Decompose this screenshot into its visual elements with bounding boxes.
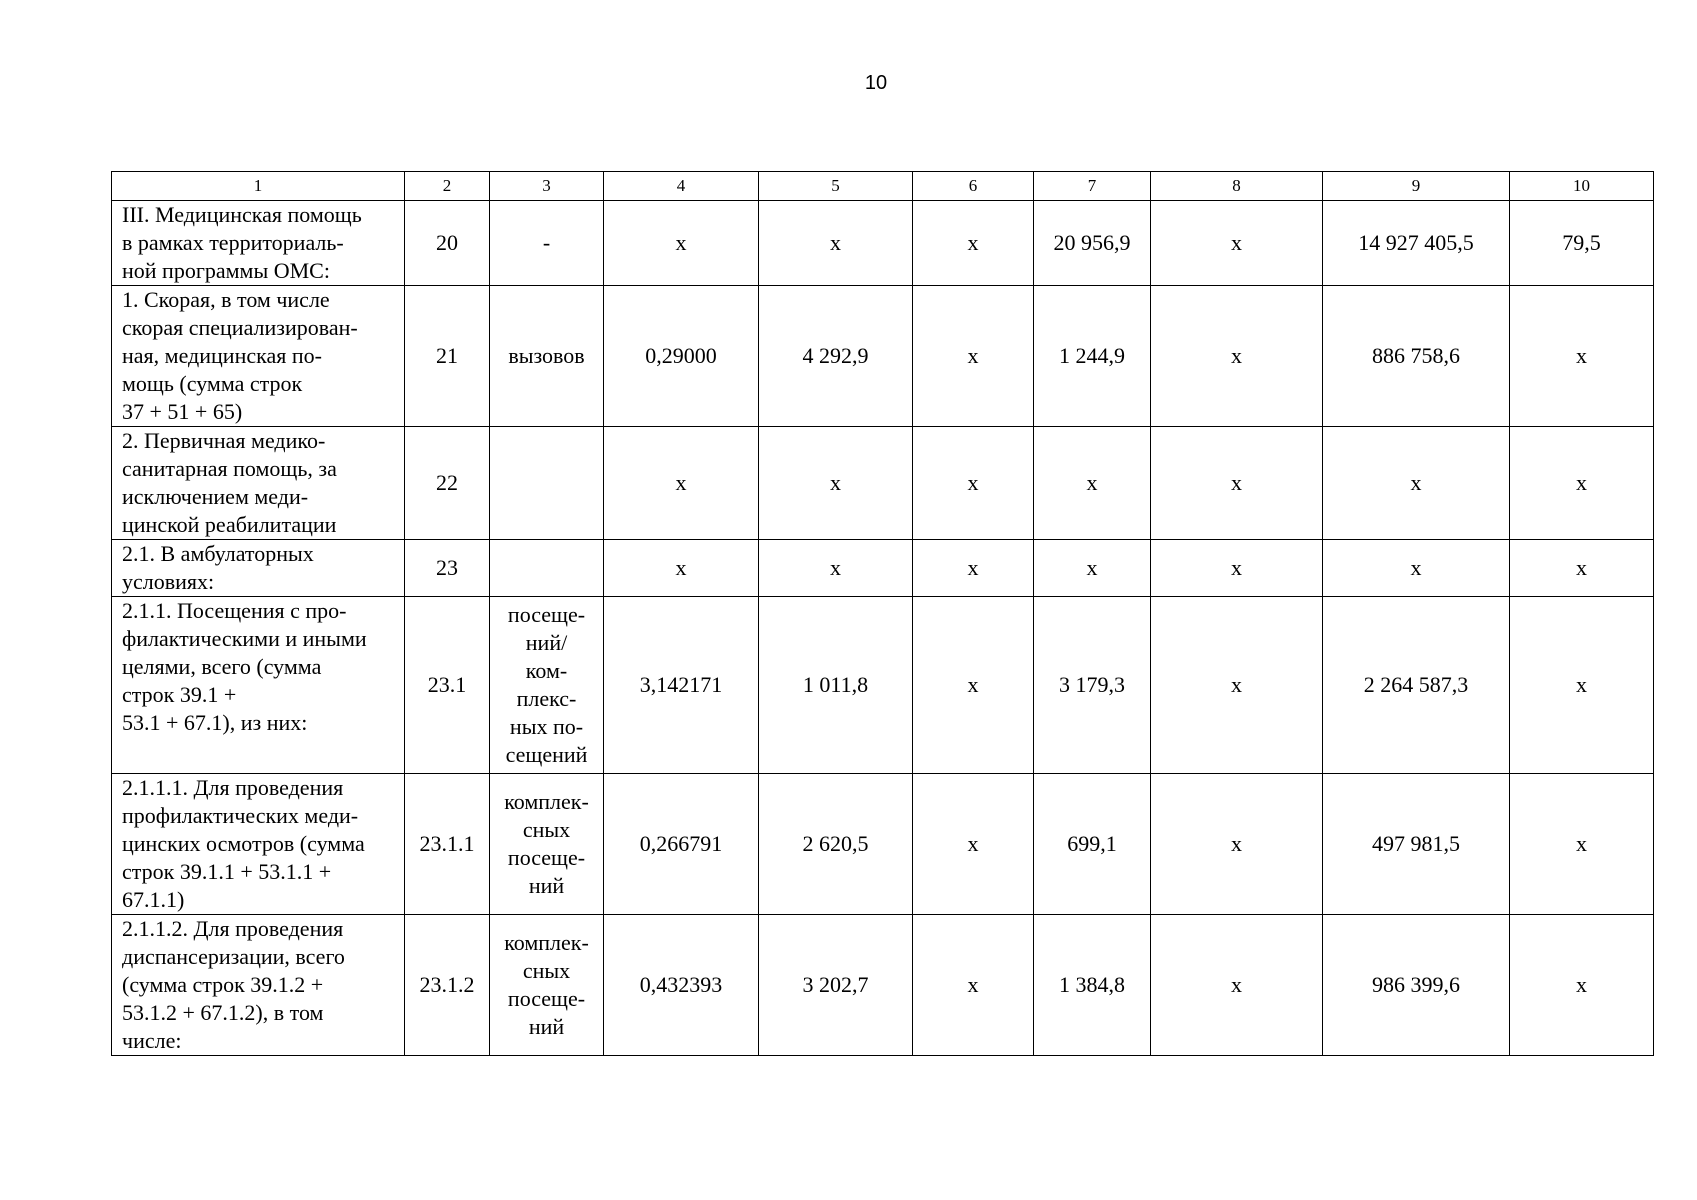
per-capita-oms-cell: x <box>1034 540 1151 597</box>
column-number: 3 <box>490 172 604 201</box>
per-capita-oms-cell: 1 384,8 <box>1034 915 1151 1056</box>
percent-cell: x <box>1510 597 1654 774</box>
unit-cell: комплек- сных посеще- ний <box>490 915 604 1056</box>
norm-volume-cell: x <box>604 201 759 286</box>
oms-total-cell: 497 981,5 <box>1323 774 1510 915</box>
per-capita-oms-cell: 3 179,3 <box>1034 597 1151 774</box>
column-number: 4 <box>604 172 759 201</box>
percent-cell: x <box>1510 774 1654 915</box>
per-capita-budget-cell: x <box>913 540 1034 597</box>
oms-total-cell: 2 264 587,3 <box>1323 597 1510 774</box>
oms-total-cell: 14 927 405,5 <box>1323 201 1510 286</box>
budget-total-cell: x <box>1151 915 1323 1056</box>
unit-cell: посеще- ний/ ком- плекс- ных по- сещений <box>490 597 604 774</box>
table-row <box>112 774 1654 915</box>
row-name-cell: 2.1.1. Посещения с про- филактическими и иными целями, всего (сумма строк 39.1 + 53.1 + 67.1), из них: <box>112 597 405 774</box>
norm-volume-cell: 0,432393 <box>604 915 759 1056</box>
per-capita-oms-cell: 699,1 <box>1034 774 1151 915</box>
column-number: 9 <box>1323 172 1510 201</box>
budget-total-cell: x <box>1151 427 1323 540</box>
norm-cost-cell: 3 202,7 <box>759 915 913 1056</box>
per-capita-oms-cell: x <box>1034 427 1151 540</box>
percent-cell: x <box>1510 915 1654 1056</box>
norm-cost-cell: x <box>759 427 913 540</box>
percent-cell: 79,5 <box>1510 201 1654 286</box>
row-name-cell: 2.1.1.1. Для проведения профилактических меди- цинских осмотров (сумма строк 39.1.1 + 53.1.1 + 67.1.1) <box>112 774 405 915</box>
row-name-cell: 2. Первичная медико- санитарная помощь, за исключением меди- цинской реабилитации <box>112 427 405 540</box>
oms-total-cell: 986 399,6 <box>1323 915 1510 1056</box>
percent-cell: x <box>1510 540 1654 597</box>
column-number: 5 <box>759 172 913 201</box>
column-number: 7 <box>1034 172 1151 201</box>
budget-total-cell: x <box>1151 540 1323 597</box>
table-row <box>112 597 1654 774</box>
budget-total-cell: x <box>1151 597 1323 774</box>
row-name-cell: 1. Скорая, в том числе скорая специализирован- ная, медицинская по- мощь (сумма строк 37 + 51 + 65) <box>112 286 405 427</box>
budget-total-cell: x <box>1151 286 1323 427</box>
norm-volume-cell: 3,142171 <box>604 597 759 774</box>
row-number-cell: 23.1.2 <box>405 915 490 1056</box>
page-number: 10 <box>864 72 888 94</box>
per-capita-budget-cell: x <box>913 427 1034 540</box>
norm-volume-cell: x <box>604 540 759 597</box>
oms-total-cell: 886 758,6 <box>1323 286 1510 427</box>
table-row <box>112 286 1654 427</box>
percent-cell: x <box>1510 286 1654 427</box>
per-capita-oms-cell: 1 244,9 <box>1034 286 1151 427</box>
row-number-cell: 23 <box>405 540 490 597</box>
row-number-cell: 20 <box>405 201 490 286</box>
norm-volume-cell: x <box>604 427 759 540</box>
unit-cell <box>490 540 604 597</box>
norm-cost-cell: x <box>759 201 913 286</box>
table-row <box>112 540 1654 597</box>
percent-cell: x <box>1510 427 1654 540</box>
per-capita-budget-cell: x <box>913 915 1034 1056</box>
table-row <box>112 427 1654 540</box>
row-number-cell: 21 <box>405 286 490 427</box>
column-number: 8 <box>1151 172 1323 201</box>
budget-total-cell: x <box>1151 201 1323 286</box>
norm-cost-cell: x <box>759 540 913 597</box>
row-number-cell: 23.1 <box>405 597 490 774</box>
oms-total-cell: x <box>1323 540 1510 597</box>
row-number-cell: 23.1.1 <box>405 774 490 915</box>
row-name-cell: 2.1.1.2. Для проведения диспансеризации, всего (сумма строк 39.1.2 + 53.1.2 + 67.1.2), в том числе: <box>112 915 405 1056</box>
unit-cell: - <box>490 201 604 286</box>
row-name-cell: 2.1. В амбулаторных условиях: <box>112 540 405 597</box>
budget-total-cell: x <box>1151 774 1323 915</box>
table-body <box>112 172 1654 1056</box>
per-capita-budget-cell: x <box>913 201 1034 286</box>
unit-cell: комплек- сных посеще- ний <box>490 774 604 915</box>
unit-cell: вызовов <box>490 286 604 427</box>
per-capita-oms-cell: 20 956,9 <box>1034 201 1151 286</box>
norm-volume-cell: 0,266791 <box>604 774 759 915</box>
row-number-cell: 22 <box>405 427 490 540</box>
column-number: 2 <box>405 172 490 201</box>
column-number-row <box>112 172 1654 201</box>
per-capita-budget-cell: x <box>913 597 1034 774</box>
oms-total-cell: x <box>1323 427 1510 540</box>
table-row <box>112 915 1654 1056</box>
norm-cost-cell: 1 011,8 <box>759 597 913 774</box>
column-number: 1 <box>112 172 405 201</box>
norm-volume-cell: 0,29000 <box>604 286 759 427</box>
unit-cell <box>490 427 604 540</box>
column-number: 6 <box>913 172 1034 201</box>
per-capita-budget-cell: x <box>913 286 1034 427</box>
column-number: 10 <box>1510 172 1654 201</box>
norm-cost-cell: 4 292,9 <box>759 286 913 427</box>
row-name-cell: III. Медицинская помощь в рамках территориаль- ной программы ОМС: <box>112 201 405 286</box>
per-capita-budget-cell: x <box>913 774 1034 915</box>
table-row <box>112 201 1654 286</box>
data-table <box>111 171 1654 1056</box>
norm-cost-cell: 2 620,5 <box>759 774 913 915</box>
